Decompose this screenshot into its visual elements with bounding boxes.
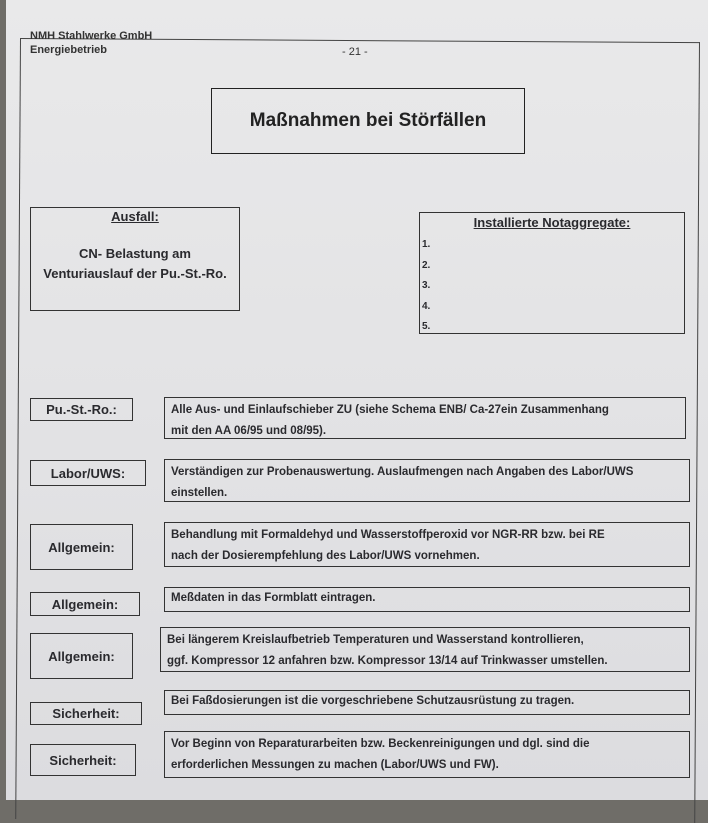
measure-line: nach der Dosierempfehlung des Labor/UWS vornehmen. [171, 550, 480, 562]
measure-label-sicherheit-1: Sicherheit: [30, 702, 142, 725]
measure-line: Vor Beginn von Reparaturarbeiten bzw. Beckenreinigungen und dgl. sind die [171, 738, 590, 750]
measure-line: Verständigen zur Probenauswertung. Auslaufmengen nach Angaben des Labor/UWS [171, 466, 634, 478]
measure-line: Bei Faßdosierungen ist die vorgeschriebene Schutzausrüstung zu tragen. [171, 695, 575, 707]
notaggregate-box [419, 212, 685, 334]
measure-label-allgemein-3: Allgemein: [30, 633, 133, 679]
measure-text-labor [164, 459, 690, 502]
notaggregate-heading: Installierte Notaggregate: [473, 215, 631, 230]
measure-text-allgemein-2 [164, 587, 690, 612]
measure-line: Behandlung mit Formaldehyd und Wasserstoffperoxid vor NGR-RR bzw. bei RE [171, 529, 605, 541]
notaggregate-item: 5. [422, 321, 431, 332]
measure-label-sicherheit-2: Sicherheit: [30, 744, 136, 776]
measure-text-allgemein-1 [164, 522, 690, 567]
ausfall-line-1: CN- Belastung am [79, 246, 191, 261]
page-number: - 21 - [342, 46, 368, 58]
measure-line: Meßdaten in das Formblatt eintragen. [171, 592, 376, 604]
title-box [211, 88, 525, 154]
measure-text-sicherheit-1 [164, 690, 690, 715]
document-page [6, 0, 708, 800]
measure-text-sicherheit-2 [164, 731, 690, 778]
measure-line: ggf. Kompressor 12 anfahren bzw. Kompressor 13/14 auf Trinkwasser umstellen. [167, 655, 608, 667]
company-name: NMH Stahlwerke GmbH [30, 30, 153, 42]
measure-line: mit den AA 06/95 und 08/95). [171, 425, 327, 437]
ausfall-heading: Ausfall: [111, 209, 159, 224]
measure-line: erforderlichen Messungen zu machen (Labor/UWS und FW). [171, 759, 499, 771]
measure-line: einstellen. [171, 487, 228, 499]
measure-line: Alle Aus- und Einlaufschieber ZU (siehe Schema ENB/ Ca-27ein Zusammenhang [171, 404, 609, 416]
notaggregate-item: 2. [422, 259, 431, 271]
department-name: Energiebetrieb [30, 44, 108, 56]
page-title: Maßnahmen bei Störfällen [249, 110, 487, 131]
measure-line: Bei längerem Kreislaufbetrieb Temperaturen und Wasserstand kontrollieren, [167, 634, 584, 646]
measure-label-allgemein-1: Allgemein: [30, 524, 133, 570]
measure-label-pustro: Pu.-St.-Ro.: [30, 398, 133, 421]
notaggregate-item: 4. [422, 300, 431, 312]
measure-text-pustro [164, 397, 686, 439]
measure-label-labor: Labor/UWS: [30, 460, 146, 486]
measure-label-allgemein-2: Allgemein: [30, 592, 140, 616]
notaggregate-item: 3. [422, 280, 431, 291]
ausfall-box [30, 207, 240, 311]
measure-text-allgemein-3 [160, 627, 690, 672]
ausfall-line-2: Venturiauslauf der Pu.-St.-Ro. [43, 266, 227, 281]
notaggregate-item: 1. [422, 239, 431, 250]
